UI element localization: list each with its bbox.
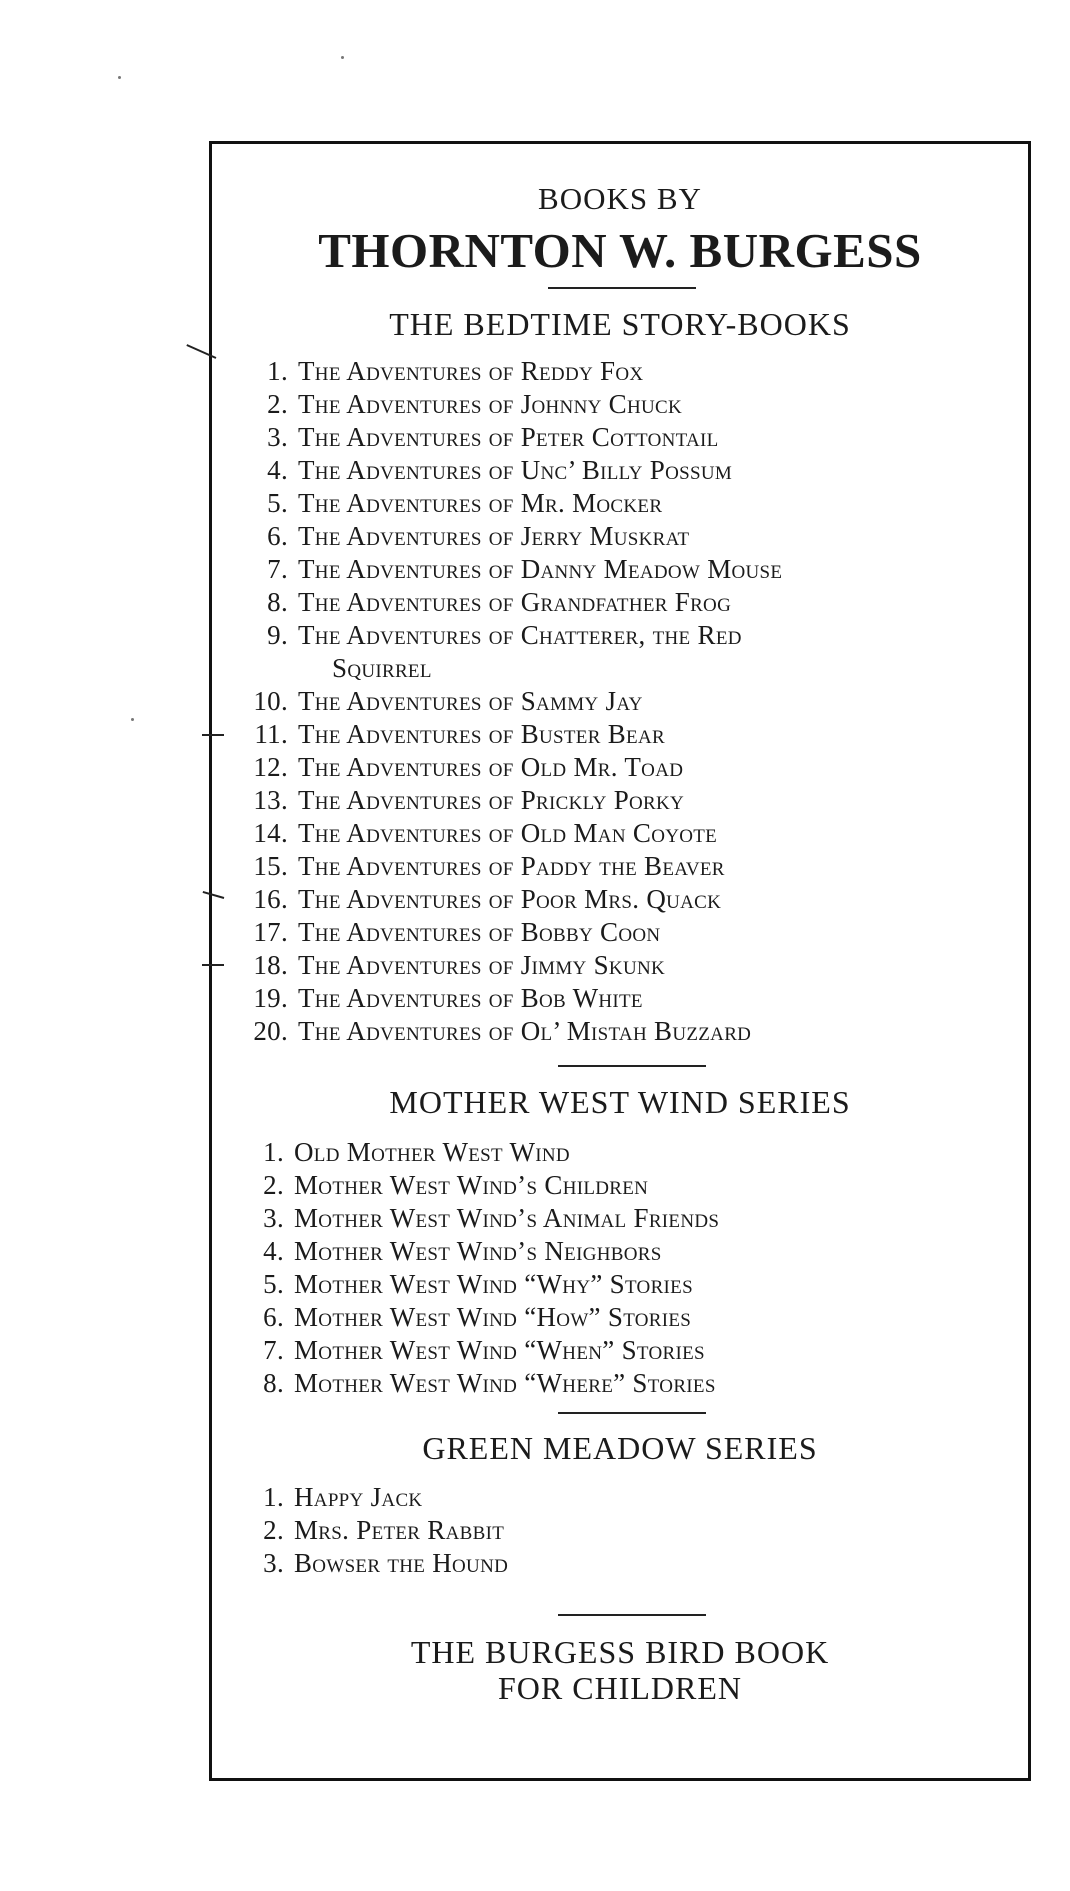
list-item (242, 1481, 508, 1514)
item-title: Bowser the Hound (294, 1548, 509, 1578)
item-title: The Adventures of Chatterer, the Red (298, 620, 742, 650)
item-number: 9. (267, 620, 288, 650)
item-title: Mother West Wind “When” Stories (294, 1335, 705, 1365)
margin-tick-mark (202, 734, 224, 736)
divider (558, 1412, 706, 1414)
list-item (242, 1268, 719, 1301)
item-number: 7. (263, 1335, 284, 1365)
list-item (242, 1514, 508, 1547)
books-by-heading: BOOKS BY (538, 181, 702, 216)
item-number: 3. (263, 1203, 284, 1233)
scan-speck (118, 76, 121, 79)
list-item (232, 388, 782, 421)
item-number: 18. (253, 950, 288, 980)
item-title: Mother West Wind’s Animal Friends (294, 1203, 720, 1233)
list-item (232, 883, 782, 916)
item-number: 7. (267, 554, 288, 584)
mother-west-wind-section-title: MOTHER WEST WIND SERIES (389, 1084, 851, 1120)
item-number: 20. (253, 1016, 288, 1046)
item-number: 16. (253, 884, 288, 914)
list-item (232, 949, 782, 982)
list-item (242, 1235, 719, 1268)
item-number: 17. (253, 917, 288, 947)
item-title: The Adventures of Bobby Coon (298, 917, 661, 947)
item-number: 2. (267, 389, 288, 419)
list-item (232, 784, 782, 817)
item-title: The Adventures of Prickly Porky (298, 785, 685, 815)
margin-tick-mark (186, 344, 216, 359)
list-item (232, 355, 782, 388)
list-item (232, 685, 782, 718)
item-title: The Adventures of Buster Bear (298, 719, 665, 749)
item-number: 5. (267, 488, 288, 518)
bird-book-title-line-2: FOR CHILDREN (497, 1670, 742, 1706)
item-number: 4. (267, 455, 288, 485)
item-number: 3. (263, 1548, 284, 1578)
item-title: The Adventures of Bob White (298, 983, 643, 1013)
item-title: The Adventures of Mr. Mocker (298, 488, 663, 518)
item-title: The Adventures of Danny Meadow Mouse (298, 554, 783, 584)
item-title: The Adventures of Old Man Coyote (298, 818, 718, 848)
item-title: The Adventures of Grandfather Frog (298, 587, 732, 617)
list-item (232, 982, 782, 1015)
scan-speck (131, 718, 134, 721)
item-title: Mother West Wind’s Children (294, 1170, 649, 1200)
item-number: 12. (253, 752, 288, 782)
list-item (232, 586, 782, 619)
item-number: 11. (254, 719, 288, 749)
item-number: 1. (263, 1137, 284, 1167)
item-title: The Adventures of Johnny Chuck (298, 389, 683, 419)
list-item (232, 1015, 782, 1048)
list-item (232, 520, 782, 553)
item-title: Old Mother West Wind (294, 1137, 570, 1167)
item-number: 4. (263, 1236, 284, 1266)
item-title-continuation: Squirrel (332, 653, 432, 683)
item-title: The Adventures of Reddy Fox (298, 356, 644, 386)
list-item (232, 454, 782, 487)
list-item (232, 553, 782, 586)
bedtime-section-title: THE BEDTIME STORY-BOOKS (389, 306, 851, 342)
list-item (242, 1136, 719, 1169)
item-number: 1. (267, 356, 288, 386)
divider (558, 1065, 706, 1067)
item-title: Mother West Wind “Why” Stories (294, 1269, 693, 1299)
item-title: Mother West Wind “How” Stories (294, 1302, 692, 1332)
item-title: The Adventures of Jerry Muskrat (298, 521, 690, 551)
item-number: 19. (253, 983, 288, 1013)
green-meadow-list (242, 1481, 508, 1580)
list-item (232, 751, 782, 784)
item-title: Mother West Wind “Where” Stories (294, 1368, 716, 1398)
item-number: 10. (253, 686, 288, 716)
list-item (232, 421, 782, 454)
list-item (232, 487, 782, 520)
list-item (242, 1202, 719, 1235)
item-number: 2. (263, 1170, 284, 1200)
item-number: 1. (263, 1482, 284, 1512)
margin-tick-mark (202, 964, 224, 966)
list-item (232, 916, 782, 949)
item-number: 8. (263, 1368, 284, 1398)
item-title: Mrs. Peter Rabbit (294, 1515, 505, 1545)
divider (558, 1614, 706, 1616)
list-item (242, 1547, 508, 1580)
item-number: 2. (263, 1515, 284, 1545)
item-number: 6. (263, 1302, 284, 1332)
item-number: 8. (267, 587, 288, 617)
list-item (242, 1169, 719, 1202)
item-number: 15. (253, 851, 288, 881)
item-number: 6. (267, 521, 288, 551)
item-title: The Adventures of Jimmy Skunk (298, 950, 666, 980)
list-item (232, 817, 782, 850)
divider (548, 287, 696, 289)
list-item (232, 718, 782, 751)
item-number: 3. (267, 422, 288, 452)
item-number: 14. (253, 818, 288, 848)
list-item (242, 1334, 719, 1367)
item-number: 13. (253, 785, 288, 815)
item-title: The Adventures of Peter Cottontail (298, 422, 719, 452)
bird-book-title-line-1: THE BURGESS BIRD BOOK (410, 1634, 830, 1670)
list-item (242, 1301, 719, 1334)
item-title: The Adventures of Sammy Jay (298, 686, 643, 716)
item-title: The Adventures of Paddy the Beaver (298, 851, 725, 881)
list-item (242, 1367, 719, 1400)
item-title: Happy Jack (294, 1482, 423, 1512)
item-title: The Adventures of Poor Mrs. Quack (298, 884, 722, 914)
item-title: Mother West Wind’s Neighbors (294, 1236, 662, 1266)
margin-tick-mark (203, 891, 225, 899)
bedtime-list (232, 355, 782, 1048)
list-item (232, 850, 782, 883)
item-number: 5. (263, 1269, 284, 1299)
mother-west-wind-list (242, 1136, 719, 1400)
book-list-frame (209, 141, 1031, 1781)
green-meadow-section-title: GREEN MEADOW SERIES (422, 1430, 818, 1466)
scan-speck (341, 56, 344, 59)
item-title: The Adventures of Unc’ Billy Possum (298, 455, 733, 485)
list-item (232, 619, 782, 685)
item-title: The Adventures of Old Mr. Toad (298, 752, 684, 782)
author-name: THORNTON W. BURGESS (318, 223, 922, 278)
item-title: The Adventures of Ol’ Mistah Buzzard (298, 1016, 752, 1046)
